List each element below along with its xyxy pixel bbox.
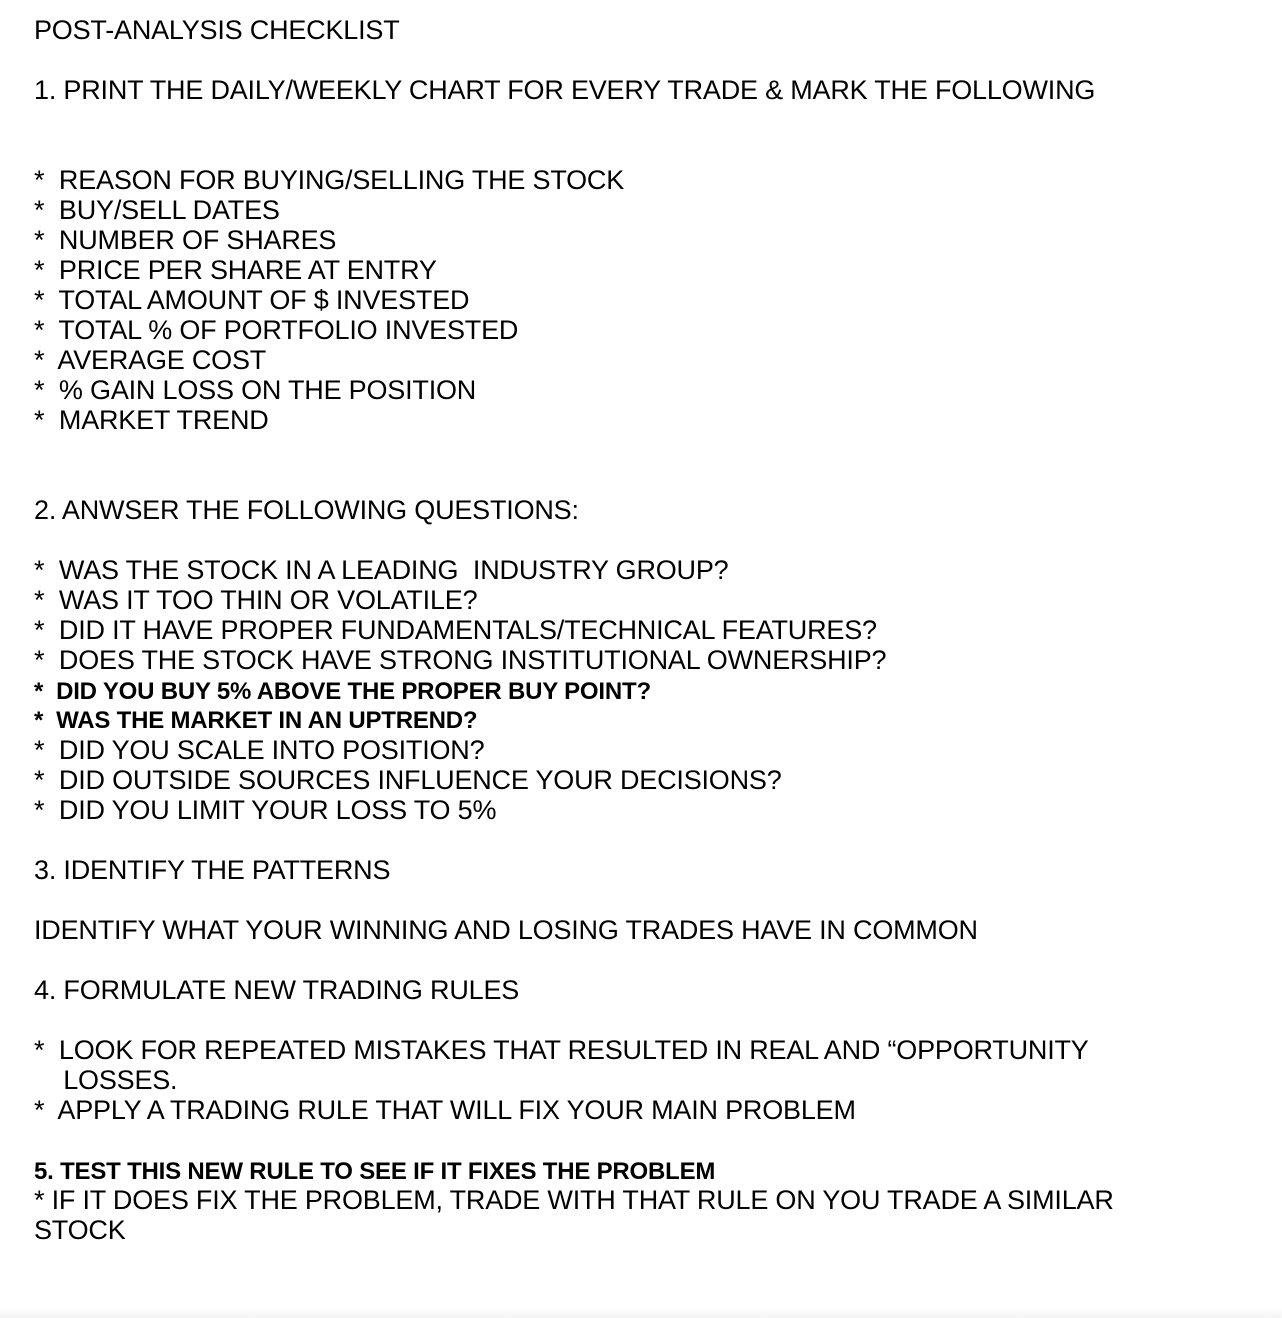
section2-item: * DOES THE STOCK HAVE STRONG INSTITUTIONAL OWNERSHIP? xyxy=(34,645,887,675)
section1-item: * PRICE PER SHARE AT ENTRY xyxy=(34,255,437,285)
section1-item: * REASON FOR BUYING/SELLING THE STOCK xyxy=(34,165,625,195)
section1-heading: 1. PRINT THE DAILY/WEEKLY CHART FOR EVERY TRADE & MARK THE FOLLOWING xyxy=(34,75,1096,105)
section2-item: * DID YOU SCALE INTO POSITION? xyxy=(34,735,485,765)
section1-item: * NUMBER OF SHARES xyxy=(34,225,337,255)
page-bottom-edge xyxy=(0,1308,1282,1318)
section2-item: * DID YOU LIMIT YOUR LOSS TO 5% xyxy=(34,795,497,825)
section1-item: * TOTAL % OF PORTFOLIO INVESTED xyxy=(34,315,519,345)
section2-item: * WAS IT TOO THIN OR VOLATILE? xyxy=(34,585,478,615)
section5-heading: 5. TEST THIS NEW RULE TO SEE IF IT FIXES THE PROBLEM xyxy=(34,1158,716,1185)
section2-item-bold: * WAS THE MARKET IN AN UPTREND? xyxy=(34,707,478,734)
section5-line: STOCK xyxy=(34,1215,126,1245)
section1-item: * % GAIN LOSS ON THE POSITION xyxy=(34,375,477,405)
document-title: POST-ANALYSIS CHECKLIST xyxy=(34,15,400,45)
section2-heading: 2. ANWSER THE FOLLOWING QUESTIONS: xyxy=(34,495,579,525)
section4-heading: 4. FORMULATE NEW TRADING RULES xyxy=(34,975,520,1005)
section2-item-bold: * DID YOU BUY 5% ABOVE THE PROPER BUY POINT? xyxy=(34,678,651,705)
section3-body: IDENTIFY WHAT YOUR WINNING AND LOSING TRADES HAVE IN COMMON xyxy=(34,915,978,945)
section3-heading: 3. IDENTIFY THE PATTERNS xyxy=(34,855,391,885)
section4-item: * APPLY A TRADING RULE THAT WILL FIX YOUR MAIN PROBLEM xyxy=(34,1095,856,1125)
section1-item: * BUY/SELL DATES xyxy=(34,195,280,225)
section1-item: * AVERAGE COST xyxy=(34,345,267,375)
section4-item-continuation: LOSSES. xyxy=(34,1065,178,1095)
section2-item: * DID IT HAVE PROPER FUNDAMENTALS/TECHNICAL FEATURES? xyxy=(34,615,877,645)
section4-item: * LOOK FOR REPEATED MISTAKES THAT RESULTED IN REAL AND “OPPORTUNITY xyxy=(34,1035,1089,1065)
section1-item: * TOTAL AMOUNT OF $ INVESTED xyxy=(34,285,470,315)
section2-item: * WAS THE STOCK IN A LEADING INDUSTRY GROUP? xyxy=(34,555,729,585)
section2-item: * DID OUTSIDE SOURCES INFLUENCE YOUR DECISIONS? xyxy=(34,765,782,795)
section5-line: * IF IT DOES FIX THE PROBLEM, TRADE WITH THAT RULE ON YOU TRADE A SIMILAR xyxy=(34,1185,1114,1215)
section1-item: * MARKET TREND xyxy=(34,405,269,435)
